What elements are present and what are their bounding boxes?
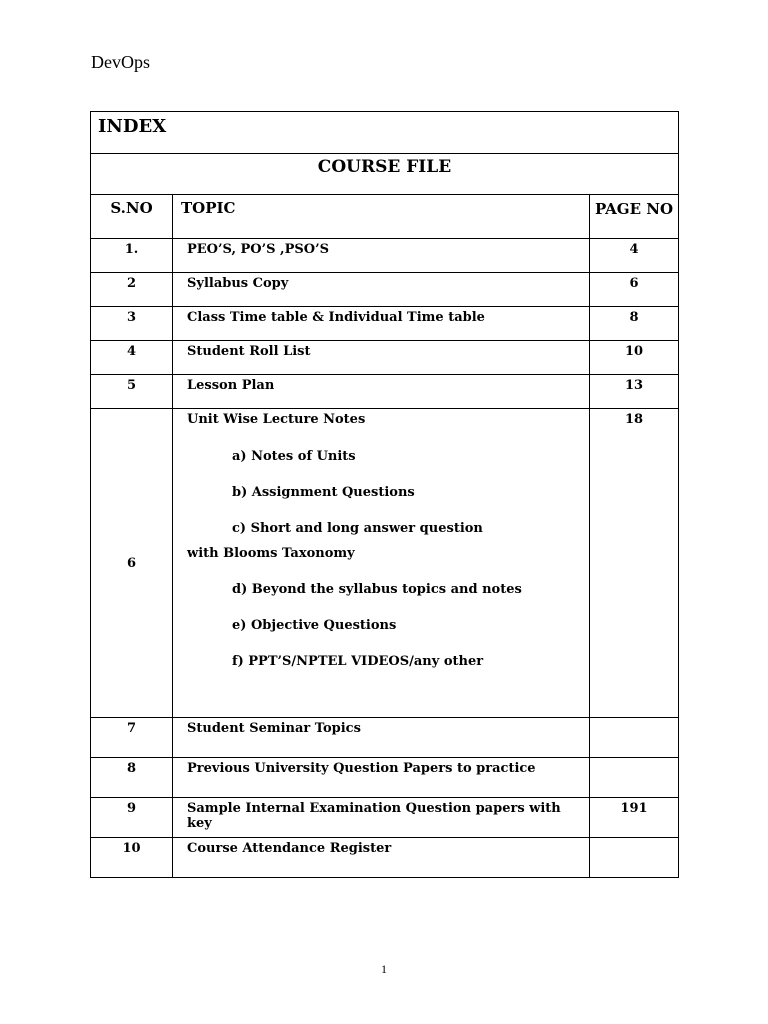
table-header-row: [91, 195, 679, 239]
row-topic: PEO’S, PO’S ,PSO’S: [187, 242, 329, 257]
column-header-topic: TOPIC: [181, 199, 236, 217]
unit-notes-row: [91, 409, 679, 718]
table-row: [91, 375, 679, 409]
row-sno: 2: [126, 276, 137, 291]
document-header-title: DevOps: [91, 52, 150, 72]
row-topic: Syllabus Copy: [187, 276, 289, 291]
row-page: 8: [629, 310, 639, 325]
row-page: [590, 838, 678, 841]
subitem-a: a) Notes of Units: [232, 449, 356, 464]
index-table: [90, 111, 679, 878]
row-sno: 3: [126, 310, 137, 325]
row-page: 6: [629, 276, 639, 291]
row-topic: Lesson Plan: [187, 378, 275, 393]
row-topic: Course Attendance Register: [187, 841, 392, 856]
table-row: [91, 758, 679, 798]
table-row: [91, 718, 679, 758]
subitem-b: b) Assignment Questions: [232, 485, 415, 500]
row-sno: 4: [126, 344, 137, 359]
subitem-d: d) Beyond the syllabus topics and notes: [232, 582, 522, 597]
row-topic: Unit Wise Lecture Notes: [187, 412, 366, 427]
table-row: [91, 239, 679, 273]
row-topic: Sample Internal Examination Question papers with key: [187, 801, 561, 831]
index-title-row: [91, 112, 679, 154]
row-sno: 6: [126, 555, 137, 571]
subitem-f: f) PPT’S/NPTEL VIDEOS/any other: [232, 654, 484, 669]
table-row: [91, 273, 679, 307]
table-row: [91, 798, 679, 838]
page-number: 1: [381, 962, 387, 976]
row-page: [590, 718, 678, 721]
subitem-c: c) Short and long answer question: [232, 521, 483, 536]
subitem-e: e) Objective Questions: [232, 618, 397, 633]
row-topic: Previous University Question Papers to practice: [187, 761, 536, 776]
table-row: [91, 341, 679, 375]
row-sno: 9: [126, 801, 137, 816]
index-title: INDEX: [98, 116, 167, 137]
row-sno: 10: [122, 841, 141, 856]
row-topic: Student Seminar Topics: [187, 721, 361, 736]
column-header-page: PAGE NO: [594, 200, 674, 218]
table-row: [91, 307, 679, 341]
course-file-title: COURSE FILE: [317, 157, 452, 177]
row-page: 4: [629, 242, 639, 257]
row-sno: 8: [126, 761, 137, 776]
row-page: 13: [624, 378, 644, 393]
row-page: [590, 758, 678, 761]
course-file-row: [91, 154, 679, 195]
row-topic: Class Time table & Individual Time table: [187, 310, 485, 325]
row-page: 18: [624, 412, 644, 427]
row-page: 191: [620, 801, 648, 816]
row-sno: 1.: [124, 242, 139, 257]
row-sno: 7: [126, 721, 137, 736]
row-page: 10: [624, 344, 644, 359]
subitem-c-continued: with Blooms Taxonomy: [187, 546, 355, 561]
column-header-sno: S.NO: [110, 199, 153, 217]
row-topic: Student Roll List: [187, 344, 311, 359]
row-sno: 5: [126, 378, 137, 393]
table-row: [91, 838, 679, 878]
